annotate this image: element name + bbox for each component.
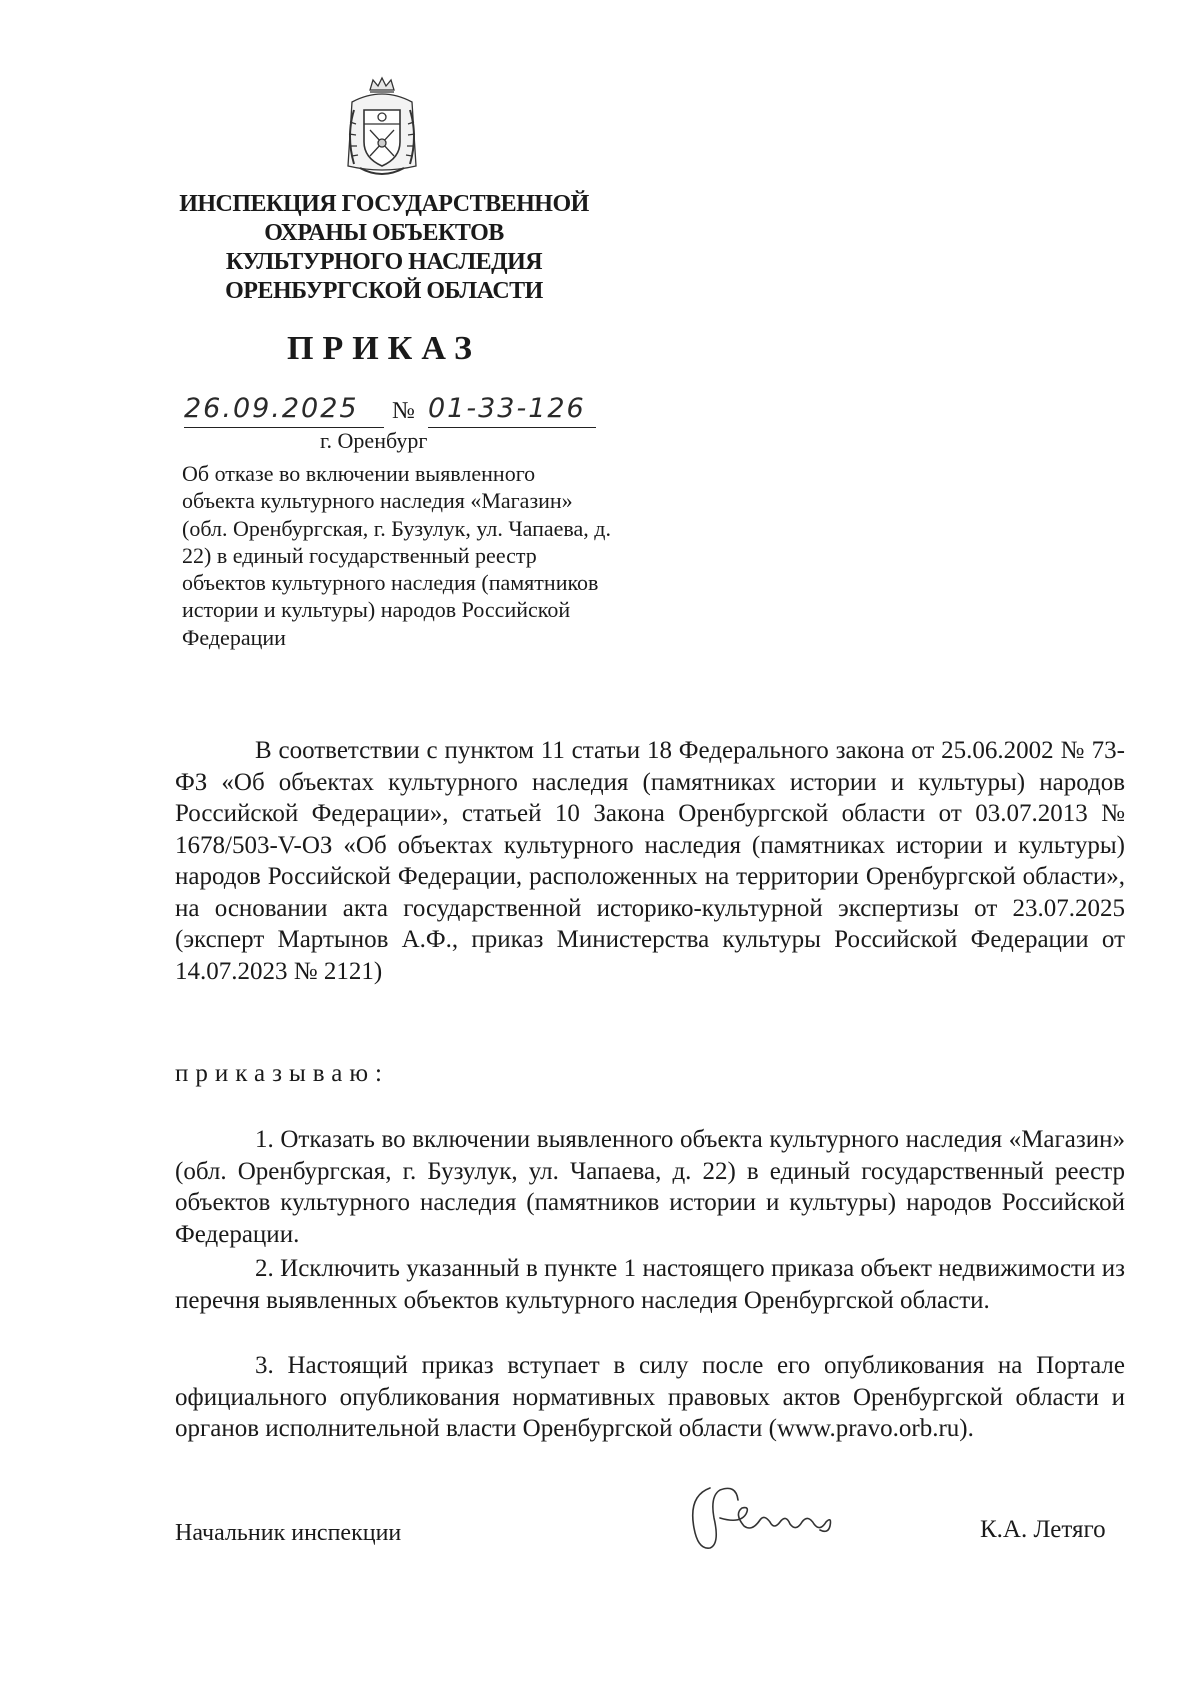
city-label: г. Оренбург — [320, 428, 428, 453]
date-number-row — [178, 393, 598, 433]
order-word: приказываю: — [175, 1060, 389, 1087]
order-item: 3. Настоящий приказ вступает в силу после его опубликования на Портале официального опубликования нормативных правовых актов Оренбургской области и органов исполнительной власти Оренбургской области (www.pravo.orb.ru). — [175, 1352, 1125, 1442]
coat-of-arms-emblem — [340, 76, 424, 182]
document-type-title: ПРИКАЗ — [287, 330, 481, 367]
order-date: 26.09.2025 — [184, 393, 384, 428]
organization-line: ОХРАНЫ ОБЪЕКТОВ — [264, 220, 504, 246]
order-item: 2. Исключить указанный в пункте 1 настоящего приказа объект недвижимости из перечня выявленных объектов культурного наследия Оренбургской области. — [175, 1255, 1125, 1314]
order-item: 1. Отказать во включении выявленного объекта культурного наследия «Магазин» (обл. Оренбургская, г. Бузулук, ул. Чапаева, д. 22) в единый государственный реестр объектов культурного наследия (памятников истории и культуры) народов Российской Федерации. — [175, 1126, 1125, 1248]
signatory-position: Начальник инспекции — [175, 1520, 402, 1546]
organization-line: КУЛЬТУРНОГО НАСЛЕДИЯ — [225, 249, 543, 275]
order-subject: Об отказе во включении выявленного объекта культурного наследия «Магазин» (обл. Оренбургская, г. Бузулук, ул. Чапаева, д. 22) в единый государственный реестр объектов культурного наследия (памятников истории и культуры) народов Российской Федерации — [182, 461, 611, 650]
number-sign: № — [392, 398, 415, 424]
handwritten-signature — [680, 1478, 850, 1562]
organization-line: ОРЕНБУРГСКОЙ ОБЛАСТИ — [225, 278, 543, 304]
order-number: 01-33-126 — [428, 393, 596, 428]
signatory-name: К.А. Летяго — [980, 1516, 1106, 1543]
organization-line: ИНСПЕКЦИЯ ГОСУДАРСТВЕННОЙ — [179, 191, 589, 217]
preamble-paragraph: В соответствии с пунктом 11 статьи 18 Федерального закона от 25.06.2002 № 73-ФЗ «Об объектах культурного наследия (памятниках истории и культуры) народов Российской Федерации», статьей 10 Закона Оренбургской области от 03.07.2013 № 1678/503-V-ОЗ «Об объектах культурного наследия (памятниках истории и культуры) народов Российской Федерации, расположенных на территории Оренбургской области», на основании акта государственной историко-культурной экспертизы от 23.07.2025 (эксперт Мартынов А.Ф., приказ Министерства культуры Российской Федерации от 14.07.2023 № 2121) — [175, 737, 1125, 985]
organization-name — [170, 190, 598, 306]
